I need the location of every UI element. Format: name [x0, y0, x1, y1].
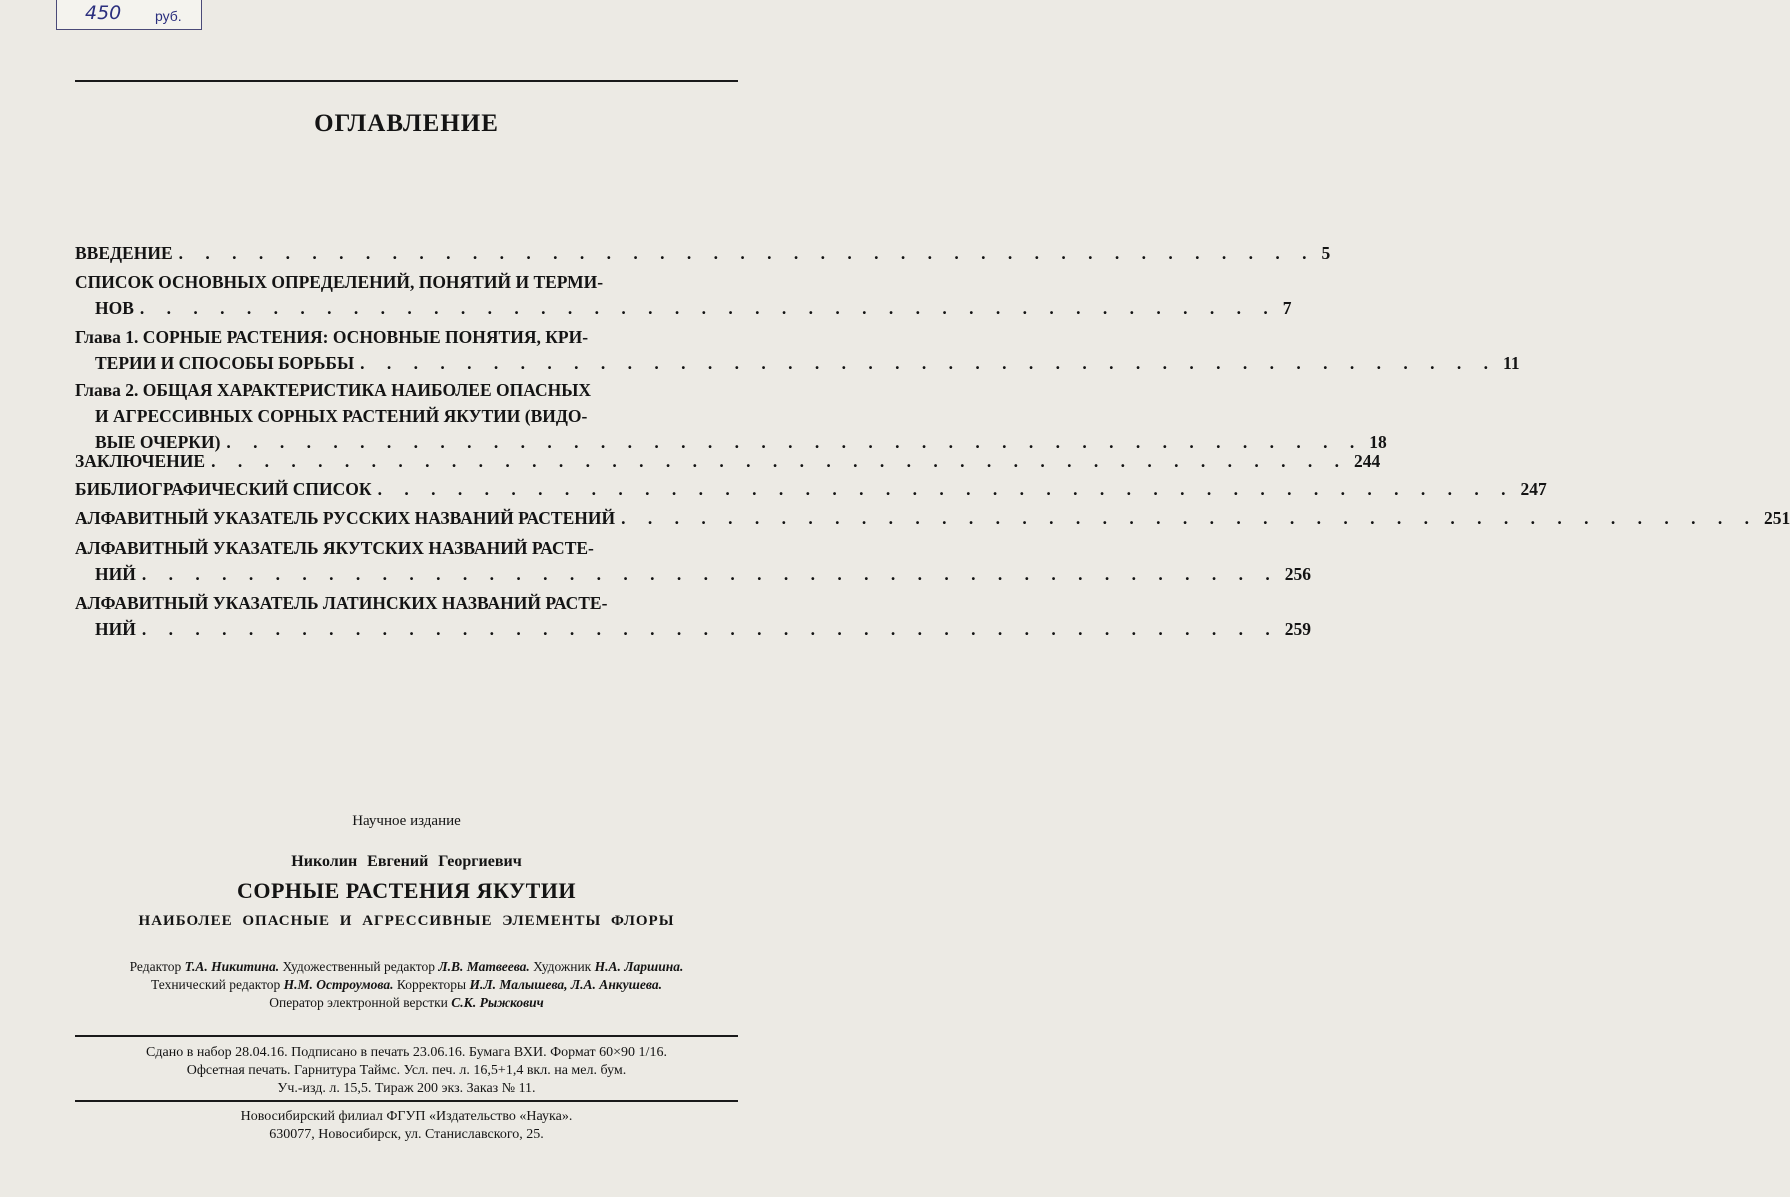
toc-entry-title: СПИСОК ОСНОВНЫХ ОПРЕДЕЛЕНИЙ, ПОНЯТИЙ И ТЕРМИ-: [75, 272, 604, 292]
toc-entry-title: Глава 2. ОБЩАЯ ХАРАКТЕРИСТИКА НАИБОЛЕЕ ОПАСНЫХ: [75, 380, 592, 400]
proofreaders-names: И.Л. Малышева, Л.А. Анкушева.: [469, 977, 662, 992]
print-info-line-2: Офсетная печать. Гарнитура Таймс. Усл. печ. л. 16,5+1,4 вкл. на мел. бум.: [186, 1063, 627, 1078]
header-rule: [75, 80, 738, 82]
toc-dot-leader: . . . . . . . . . . . . . . . . . . . . . . . . . . . . . . . . . . . . . . . . . . .: [621, 508, 1758, 528]
toc-entry-title: АЛФАВИТНЫЙ УКАЗАТЕЛЬ РУССКИХ НАЗВАНИЙ РАСТЕНИЙ: [75, 508, 616, 528]
toc-entry-line: [75, 240, 1331, 266]
toc-entry-title: ВВЕДЕНИЕ: [75, 243, 173, 263]
toc-entry-line: [75, 295, 1292, 321]
toc-entry-title: ТЕРИИ И СПОСОБЫ БОРЬБЫ: [95, 353, 355, 373]
toc-entry: [75, 240, 1331, 266]
toc-entry-line: [75, 535, 738, 561]
toc-dot-leader: . . . . . . . . . . . . . . . . . . . . . . . . . . . . . . . . . . . . . . . . . . .: [178, 243, 1316, 263]
toc-entry: [75, 505, 1790, 531]
publisher-info: [75, 1108, 738, 1144]
toc-page-number: 256: [1284, 564, 1311, 584]
credits-line-3: [75, 994, 738, 1012]
artist-label: Художник: [533, 959, 592, 974]
price-value: 450: [85, 2, 122, 24]
toc-entry-title: НОВ: [95, 298, 134, 318]
credits-line-1: [75, 958, 738, 976]
toc-page-number: 259: [1284, 619, 1311, 639]
toc-entry-line: [75, 448, 1381, 474]
toc-entry-line: [75, 561, 1311, 587]
print-info-line-3: Уч.-изд. л. 15,5. Тираж 200 экз. Заказ № 11.: [277, 1081, 536, 1096]
toc-entry-line: [75, 590, 738, 616]
imprint-rule-top: [75, 1035, 738, 1037]
toc-dot-leader: . . . . . . . . . . . . . . . . . . . . . . . . . . . . . . . . . . . . . . . . . . .: [377, 479, 1515, 499]
toc-dot-leader: . . . . . . . . . . . . . . . . . . . . . . . . . . . . . . . . . . . . . . . . . . .: [141, 564, 1279, 584]
author-name: Николин Евгений Георгиевич: [291, 853, 522, 870]
print-info: [75, 1044, 738, 1098]
toc-entry-line: [75, 616, 1311, 642]
toc-entry: [75, 269, 1292, 321]
toc-entry-title: НИЙ: [95, 619, 136, 639]
toc-entry: [75, 448, 1381, 474]
toc-entry-line: [75, 505, 1790, 531]
layout-operator-label: Оператор электронной верстки: [269, 995, 448, 1010]
publisher-line-1: Новосибирский филиал ФГУП «Издательство «Наука».: [240, 1109, 573, 1124]
publisher-line-2: 630077, Новосибирск, ул. Станиславского, 25.: [269, 1127, 544, 1142]
editor-label: Редактор: [129, 959, 182, 974]
toc-page-number: 18: [1369, 432, 1387, 452]
toc-page-number: 11: [1503, 353, 1520, 373]
toc-dot-leader: . . . . . . . . . . . . . . . . . . . . . . . . . . . . . . . . . . . . . . . . . . .: [139, 298, 1277, 318]
credits-line-2: [75, 976, 738, 994]
toc-entry: [75, 590, 1311, 642]
toc-entry-line: [75, 403, 738, 429]
tech-editor-label: Технический редактор: [151, 977, 281, 992]
toc-entry-title: АЛФАВИТНЫЙ УКАЗАТЕЛЬ ЯКУТСКИХ НАЗВАНИЙ РАСТЕ-: [75, 538, 594, 558]
toc-entry-title: Глава 1. СОРНЫЕ РАСТЕНИЯ: ОСНОВНЫЕ ПОНЯТИЯ, КРИ-: [75, 327, 589, 347]
toc-title: ОГЛАВЛЕНИЕ: [314, 110, 499, 137]
toc-dot-leader: . . . . . . . . . . . . . . . . . . . . . . . . . . . . . . . . . . . . . . . . . . .: [360, 353, 1498, 373]
art-editor-name: Л.В. Матвеева.: [438, 959, 530, 974]
toc-entry-title: НИЙ: [95, 564, 136, 584]
price-currency: руб.: [155, 8, 182, 24]
toc-entry-title: БИБЛИОГРАФИЧЕСКИЙ СПИСОК: [75, 479, 372, 499]
toc-entry-title: И АГРЕССИВНЫХ СОРНЫХ РАСТЕНИЙ ЯКУТИИ (ВИДО-: [95, 406, 588, 426]
print-info-line-1: Сдано в набор 28.04.16. Подписано в печать 23.06.16. Бумага ВХИ. Формат 60×90 1/16.: [146, 1045, 667, 1060]
book-title: СОРНЫЕ РАСТЕНИЯ ЯКУТИИ: [236, 878, 577, 903]
toc-entry-line: [75, 269, 738, 295]
toc-entry-line: [75, 476, 1547, 502]
book-subtitle: НАИБОЛЕЕ ОПАСНЫЕ И АГРЕССИВНЫЕ ЭЛЕМЕНТЫ ФЛОРЫ: [138, 913, 675, 929]
toc-page-number: 5: [1321, 243, 1331, 263]
tech-editor-name: Н.М. Остроумова.: [283, 977, 394, 992]
toc-entry: [75, 324, 1520, 376]
toc-page-number: 7: [1282, 298, 1292, 318]
publication-type: Научное издание: [352, 813, 461, 829]
toc-page-number: 244: [1353, 451, 1381, 471]
editor-name: Т.А. Никитина.: [184, 959, 280, 974]
toc-entry-title: АЛФАВИТНЫЙ УКАЗАТЕЛЬ ЛАТИНСКИХ НАЗВАНИЙ РАСТЕ-: [75, 593, 608, 613]
toc-entry-line: [75, 377, 738, 403]
toc-dot-leader: . . . . . . . . . . . . . . . . . . . . . . . . . . . . . . . . . . . . . . . . . . .: [226, 432, 1364, 452]
artist-name: Н.А. Ларшина.: [594, 959, 684, 974]
toc-entry-line: [75, 324, 738, 350]
art-editor-label: Художественный редактор: [282, 959, 436, 974]
credits: [75, 958, 738, 1012]
toc-entry-line: [75, 350, 1520, 376]
toc-entry: [75, 476, 1547, 502]
price-sticker: [56, 0, 202, 30]
toc-entry: [75, 377, 1387, 455]
imprint-rule-bottom: [75, 1100, 738, 1102]
toc-entry-title: ЗАКЛЮЧЕНИЕ: [75, 451, 206, 471]
toc-dot-leader: . . . . . . . . . . . . . . . . . . . . . . . . . . . . . . . . . . . . . . . . . . .: [211, 451, 1348, 471]
toc-entry-title: ВЫЕ ОЧЕРКИ): [95, 432, 221, 452]
toc-page-number: 251: [1764, 508, 1790, 528]
layout-operator-name: С.К. Рыжкович: [451, 995, 544, 1010]
toc-entry: [75, 535, 1311, 587]
toc-dot-leader: . . . . . . . . . . . . . . . . . . . . . . . . . . . . . . . . . . . . . . . . . . .: [141, 619, 1279, 639]
toc-page-number: 247: [1520, 479, 1547, 499]
proofreaders-label: Корректоры: [396, 977, 467, 992]
